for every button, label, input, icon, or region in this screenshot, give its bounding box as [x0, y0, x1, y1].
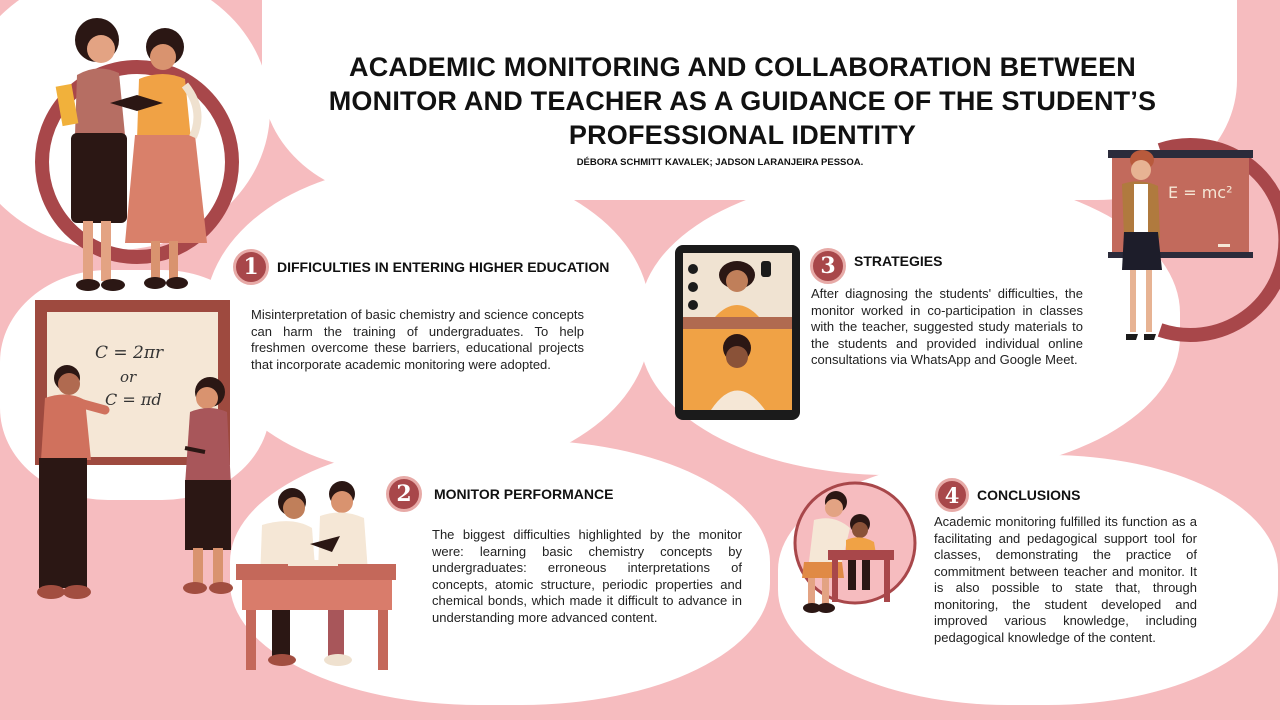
teachers-illustration-icon — [55, 15, 225, 300]
section-1-header — [233, 249, 609, 285]
tutoring-illustration-icon — [790, 490, 900, 615]
study-desk-illustration-icon — [232, 480, 402, 675]
section-3-text: After diagnosing the students' difficulties, the monitor worked in co-participation in classes with the teacher, suggested study materials to the students and provided individual online consultations via WhatsApp and Google Meet. — [811, 286, 1083, 367]
section-4-text: Academic monitoring fulfilled its function as a facilitating and pedagogical support tool for classes, demonstrating the practice of commitment between teacher and monitor. It is also possible to state that, through monitoring, the student developed and improved various knowledge, including pedagogical knowledge of the content. — [934, 514, 1197, 645]
board-left-line3: C = πd — [105, 390, 162, 409]
section-4-header — [935, 478, 1080, 512]
board-left-line2: or — [120, 368, 137, 386]
authors: DÉBORA SCHMITT KAVALEK; JADSON LARANJEIRA PESSOA. — [576, 157, 864, 168]
board-left-line1: C = 2πr — [95, 343, 164, 363]
video-call-tablet-illustration-icon — [675, 245, 800, 420]
section-3-header — [810, 248, 942, 284]
section-4-title: CONCLUSIONS — [977, 487, 1081, 503]
section-2-header — [386, 476, 613, 512]
section-2-number: 2 — [386, 476, 422, 512]
page-title: ACADEMIC MONITORING AND COLLABORATION BETWEEN MONITOR AND TEACHER AS A GUIDANCE OF THE STUDENT’S PROFESSIONAL IDENTITY — [328, 52, 1157, 150]
einstein-board-illustration-icon — [1108, 148, 1253, 343]
section-4-number: 4 — [935, 478, 969, 512]
board-right-formula: E = mc² — [1168, 183, 1233, 202]
section-1-title: DIFFICULTIES IN ENTERING HIGHER EDUCATION — [277, 259, 610, 275]
section-1-text: Misinterpretation of basic chemistry and science concepts can harm the training of undergraduates. To help freshmen overcome these barriers, educational projects that incorporate academic monitoring were adopted. — [251, 307, 584, 372]
section-2-text: The biggest difficulties highlighted by the monitor were: learning basic chemistry concepts by undergraduates: erroneous interpretations of concepts, atomic structure, periodic properties and chemical bonds, which made it difficult to advance in understanding more advanced content. — [432, 527, 742, 625]
section-3-number: 3 — [810, 248, 846, 284]
section-2-title: MONITOR PERFORMANCE — [434, 486, 614, 502]
section-3-title: STRATEGIES — [854, 253, 943, 269]
section-1-number: 1 — [233, 249, 269, 285]
